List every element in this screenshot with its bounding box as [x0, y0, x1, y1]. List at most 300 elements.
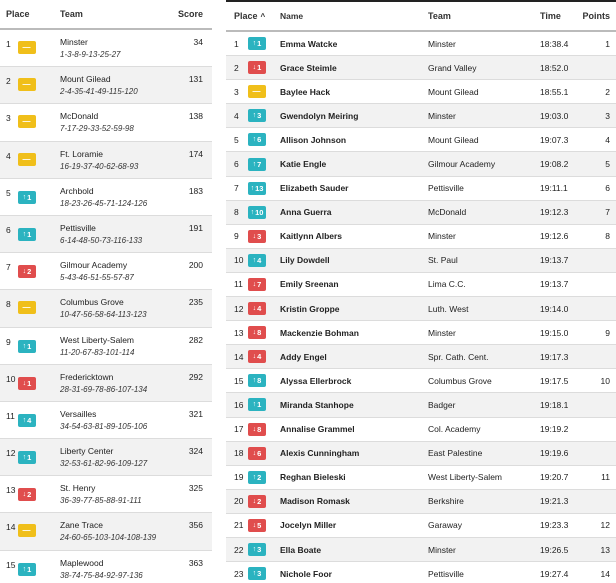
runner-team: Minster [428, 110, 456, 121]
runner-row[interactable] [226, 104, 616, 128]
runner-points: 14 [600, 568, 610, 579]
arrow-up-icon: ↑ [22, 565, 27, 573]
movement-change: 8 [257, 376, 262, 386]
movement-badge [248, 495, 266, 508]
team-splits: 7-17-29-33-52-59-98 [60, 124, 134, 134]
arrow-up-icon: ↑ [252, 40, 257, 48]
header-points[interactable]: Points [582, 11, 610, 21]
team-place: 5 [6, 187, 11, 198]
arrow-up-icon: ↑ [252, 401, 257, 409]
team-score: 174 [188, 148, 203, 159]
movement-badge [18, 488, 36, 501]
runner-team: East Palestine [428, 448, 483, 459]
runner-place-cell [226, 61, 280, 74]
team-row[interactable] [0, 179, 212, 216]
team-badge-wrap [18, 409, 36, 427]
runner-team: Lima C.C. [428, 279, 466, 290]
runner-team: Pettisville [428, 183, 464, 194]
team-badge-wrap [18, 372, 36, 390]
arrow-down-icon: ↓ [252, 353, 257, 361]
movement-badge [248, 423, 266, 436]
team-name: Ft. Loramie [60, 148, 103, 159]
movement-badge [18, 78, 36, 91]
team-name: St. Henry [60, 483, 96, 494]
runner-name[interactable]: Elizabeth Sauder [280, 183, 349, 194]
runner-name[interactable]: Emma Watcke [280, 38, 338, 49]
movement-change: 4 [257, 304, 262, 314]
runner-name[interactable]: Madison Romask [280, 496, 350, 507]
runner-points: 8 [605, 231, 610, 242]
team-header-team[interactable]: Team [60, 9, 83, 19]
runner-place-cell [226, 423, 280, 436]
team-splits: 6-14-48-50-73-116-133 [60, 235, 143, 245]
team-badge-wrap [18, 483, 36, 501]
runner-name[interactable]: Miranda Stanhope [280, 399, 354, 410]
team-place: 4 [6, 150, 11, 161]
team-score: 138 [188, 111, 203, 122]
team-badge-wrap [18, 446, 36, 464]
team-name: Maplewood [60, 557, 104, 568]
runner-time: 18:52.0 [540, 62, 569, 73]
runner-place: 13 [234, 327, 244, 338]
runner-place: 9 [234, 231, 239, 242]
runner-time: 19:23.3 [540, 520, 569, 531]
movement-badge [248, 471, 266, 484]
header-team[interactable]: Team [428, 11, 451, 21]
runner-name[interactable]: Anna Guerra [280, 207, 332, 218]
sort-asc-icon: ^ [260, 11, 266, 21]
movement-change: 8 [257, 424, 262, 434]
team-splits: 18-23-26-45-71-124-126 [60, 198, 148, 208]
team-score: 325 [188, 483, 203, 494]
dash-icon: — [22, 154, 31, 164]
team-splits: 16-19-37-40-62-68-93 [60, 161, 139, 171]
runner-time: 18:38.4 [540, 38, 569, 49]
individual-table-body [226, 32, 616, 583]
runner-row[interactable] [226, 32, 616, 56]
team-splits: 34-54-63-81-89-105-106 [60, 421, 148, 431]
movement-badge [18, 563, 36, 576]
dash-icon: — [22, 117, 31, 127]
team-score: 321 [188, 408, 203, 419]
team-row[interactable] [0, 67, 212, 104]
movement-badge [248, 85, 266, 98]
team-row[interactable] [0, 551, 212, 583]
runner-place-cell [226, 37, 280, 50]
movement-badge [248, 109, 266, 122]
runner-place-cell [226, 326, 280, 339]
movement-badge [248, 447, 266, 460]
team-name: Zane Trace [60, 520, 103, 531]
runner-place: 3 [234, 86, 239, 97]
panel-divider [212, 0, 226, 583]
runner-place: 22 [234, 544, 244, 555]
movement-badge [248, 543, 266, 556]
runner-points: 1 [605, 38, 610, 49]
team-score: 235 [188, 297, 203, 308]
movement-badge [248, 61, 266, 74]
movement-change: 1 [27, 378, 32, 388]
team-place: 2 [6, 76, 11, 87]
runner-row[interactable] [226, 393, 616, 417]
individual-table-header [226, 0, 616, 32]
movement-change: 3 [257, 569, 262, 579]
movement-badge [18, 524, 36, 537]
runner-name[interactable]: Katie Engle [280, 159, 327, 170]
runner-points: 12 [600, 520, 610, 531]
arrow-down-icon: ↓ [252, 232, 257, 240]
arrow-down-icon: ↓ [22, 268, 27, 276]
dash-icon: — [22, 526, 31, 536]
runner-team: West Liberty-Salem [428, 472, 503, 483]
team-badge-wrap [18, 558, 36, 576]
movement-change: 3 [257, 545, 262, 555]
header-name[interactable]: Name [280, 11, 304, 21]
runner-name[interactable]: Addy Engel [280, 351, 327, 362]
runner-place: 21 [234, 520, 244, 531]
team-row[interactable] [0, 402, 212, 439]
arrow-down-icon: ↓ [252, 521, 257, 529]
movement-change: 10 [255, 207, 264, 217]
runner-row[interactable] [226, 225, 616, 249]
team-name: Pettisville [60, 222, 96, 233]
team-row[interactable] [0, 253, 212, 290]
runner-team: Col. Academy [428, 424, 481, 435]
team-splits: 32-53-61-82-96-109-127 [60, 459, 148, 469]
arrow-down-icon: ↓ [252, 425, 257, 433]
runner-name[interactable]: Emily Sreenan [280, 279, 339, 290]
movement-change: 8 [257, 328, 262, 338]
runner-points: 11 [601, 472, 610, 483]
team-row[interactable] [0, 30, 212, 67]
team-row[interactable] [0, 290, 212, 327]
movement-badge [18, 301, 36, 314]
movement-change: 1 [27, 229, 32, 239]
runner-row[interactable] [226, 345, 616, 369]
team-row[interactable] [0, 439, 212, 476]
runner-name[interactable]: Allison Johnson [280, 134, 347, 145]
runner-place: 12 [234, 303, 244, 314]
team-place: 11 [6, 410, 15, 421]
team-score: 356 [188, 520, 203, 531]
team-header-place[interactable]: Place [6, 9, 30, 19]
movement-badge [18, 340, 36, 353]
arrow-down-icon: ↓ [252, 497, 257, 505]
runner-row[interactable] [226, 177, 616, 201]
movement-badge [18, 41, 36, 54]
runner-row[interactable] [226, 201, 616, 225]
runner-time: 19:18.1 [540, 399, 569, 410]
movement-badge [248, 302, 266, 315]
runner-place-cell [226, 109, 280, 122]
arrow-down-icon: ↓ [252, 64, 257, 72]
movement-change: 1 [257, 63, 262, 73]
team-badge-wrap [18, 186, 36, 204]
runner-row[interactable] [226, 538, 616, 562]
runner-row[interactable] [226, 514, 616, 538]
runner-row[interactable] [226, 562, 616, 583]
movement-change: 5 [257, 520, 262, 530]
movement-badge [248, 398, 266, 411]
team-splits: 1-3-8-9-13-25-27 [60, 50, 121, 59]
movement-change: 7 [257, 159, 262, 169]
movement-change: 3 [257, 231, 262, 241]
movement-badge [18, 265, 36, 278]
runner-row[interactable] [226, 152, 616, 176]
team-splits: 10-47-56-58-64-113-123 [60, 310, 147, 320]
runner-place: 14 [234, 351, 244, 362]
runner-name[interactable]: Grace Steimle [280, 62, 337, 73]
movement-change: 1 [27, 564, 32, 574]
team-standings-table [0, 0, 212, 583]
runner-team: Mount Gilead [428, 134, 479, 145]
runner-place-cell [226, 254, 280, 267]
team-row[interactable] [0, 104, 212, 141]
runner-team: McDonald [428, 207, 467, 218]
runner-row[interactable] [226, 273, 616, 297]
runner-place-cell [226, 374, 280, 387]
movement-change: 2 [27, 490, 32, 500]
runner-place: 1 [234, 38, 239, 49]
runner-name[interactable]: Reghan Bieleski [280, 472, 346, 483]
movement-change: 3 [257, 111, 262, 121]
header-time[interactable]: Time [540, 11, 561, 21]
team-splits: 5-43-46-51-55-57-87 [60, 273, 134, 283]
arrow-up-icon: ↑ [252, 377, 257, 385]
runner-name[interactable]: Ella Boate [280, 544, 322, 555]
runner-name[interactable]: Alyssa Ellerbrock [280, 375, 352, 386]
arrow-down-icon: ↓ [252, 449, 257, 457]
runner-row[interactable] [226, 249, 616, 273]
movement-badge [18, 191, 36, 204]
arrow-up-icon: ↑ [250, 184, 255, 192]
runner-row[interactable] [226, 369, 616, 393]
runner-points: 5 [605, 159, 610, 170]
runner-time: 19:03.0 [540, 110, 569, 121]
runner-points: 6 [605, 183, 610, 194]
runner-row[interactable] [226, 128, 616, 152]
team-splits: 28-31-69-78-86-107-134 [60, 384, 148, 394]
runner-time: 19:21.3 [540, 496, 569, 507]
arrow-down-icon: ↓ [22, 379, 27, 387]
runner-name[interactable]: Nichole Foor [280, 568, 332, 579]
runner-row[interactable] [226, 418, 616, 442]
movement-badge [18, 414, 36, 427]
runner-time: 19:07.3 [540, 134, 569, 145]
header-place[interactable] [226, 11, 280, 21]
team-splits: 36-39-77-85-88-91-111 [60, 496, 142, 506]
team-place: 12 [6, 448, 16, 459]
runner-points: 10 [600, 375, 610, 386]
runner-place: 18 [234, 448, 244, 459]
arrow-down-icon: ↓ [22, 491, 27, 499]
runner-place-cell [226, 471, 280, 484]
runner-team: Minster [428, 231, 456, 242]
movement-change: 4 [27, 415, 32, 425]
runner-place: 16 [234, 399, 244, 410]
runner-place-cell [226, 398, 280, 411]
arrow-up-icon: ↑ [252, 160, 257, 168]
runner-place: 10 [234, 255, 244, 266]
runner-row[interactable] [226, 466, 616, 490]
movement-change: 2 [257, 496, 262, 506]
arrow-down-icon: ↓ [252, 329, 257, 337]
team-score: 282 [188, 334, 203, 345]
runner-points: 7 [605, 207, 610, 218]
team-table-header [0, 0, 212, 30]
movement-badge [248, 37, 266, 50]
team-badge-wrap [18, 37, 36, 55]
team-place: 15 [6, 559, 16, 570]
runner-team: St. Paul [428, 255, 458, 266]
movement-change: 1 [27, 192, 32, 202]
runner-row[interactable] [226, 80, 616, 104]
team-row[interactable] [0, 476, 212, 513]
runner-place-cell [226, 206, 280, 219]
movement-change: 6 [257, 448, 262, 458]
team-place: 14 [6, 522, 16, 533]
movement-badge [248, 206, 266, 219]
runner-name[interactable]: Kristin Groppe [280, 303, 340, 314]
movement-change: 6 [257, 135, 262, 145]
runner-place: 5 [234, 134, 239, 145]
runner-points: 4 [605, 134, 610, 145]
runner-name[interactable]: Gwendolyn Meiring [280, 110, 359, 121]
team-badge-wrap [18, 223, 36, 241]
arrow-up-icon: ↑ [22, 230, 27, 238]
runner-place-cell [226, 495, 280, 508]
runner-place: 15 [234, 375, 244, 386]
movement-badge [248, 254, 266, 267]
team-row[interactable] [0, 328, 212, 365]
runner-time: 19:20.7 [540, 472, 569, 483]
runner-time: 19:19.6 [540, 448, 569, 459]
runner-row[interactable] [226, 297, 616, 321]
dash-icon: — [22, 80, 31, 90]
runner-points: 2 [605, 86, 610, 97]
team-badge-wrap [18, 111, 36, 129]
movement-badge [248, 158, 266, 171]
team-splits: 38-74-75-84-92-97-136 [60, 570, 143, 580]
team-badge-wrap [18, 74, 36, 92]
runner-name[interactable]: Baylee Hack [280, 86, 331, 97]
team-splits: 11-20-67-83-101-114 [60, 347, 135, 357]
movement-badge [18, 451, 36, 464]
team-name: Versailles [60, 408, 97, 419]
team-badge-wrap [18, 297, 36, 315]
team-name: Archbold [60, 185, 94, 196]
runner-points: 13 [600, 544, 610, 555]
team-score: 363 [188, 557, 203, 568]
runner-time: 19:14.0 [540, 303, 569, 314]
runner-place: 23 [234, 568, 244, 579]
runner-place: 17 [234, 424, 244, 435]
runner-row[interactable] [226, 56, 616, 80]
runner-name[interactable]: Jocelyn Miller [280, 520, 337, 531]
movement-badge [248, 567, 266, 580]
runner-time: 19:13.7 [540, 255, 569, 266]
runner-team: Minster [428, 327, 456, 338]
movement-badge [18, 377, 36, 390]
team-row[interactable] [0, 216, 212, 253]
team-place: 9 [6, 336, 11, 347]
runner-name[interactable]: Kaitlynn Albers [280, 231, 343, 242]
runner-team: Minster [428, 38, 456, 49]
runner-name[interactable]: Lily Dowdell [280, 255, 330, 266]
movement-badge [248, 230, 266, 243]
team-table-body [0, 30, 212, 583]
team-place: 6 [6, 224, 11, 235]
runner-points: 3 [605, 110, 610, 121]
runner-name[interactable]: Mackenzie Bohman [280, 327, 359, 338]
runner-place-cell [226, 158, 280, 171]
team-name: Mount Gilead [60, 74, 111, 85]
team-splits: 24-60-65-103-104-108-139 [60, 533, 157, 543]
arrow-up-icon: ↑ [22, 193, 27, 201]
movement-badge [248, 182, 266, 195]
team-row[interactable] [0, 513, 212, 550]
team-row[interactable] [0, 142, 212, 179]
runner-place: 2 [234, 62, 239, 73]
arrow-up-icon: ↑ [22, 342, 27, 350]
team-place: 10 [6, 373, 16, 384]
runner-time: 19:13.7 [540, 279, 569, 290]
team-badge-wrap [18, 335, 36, 353]
runner-team: Luth. West [428, 303, 469, 314]
runner-place-cell [226, 133, 280, 146]
arrow-up-icon: ↑ [22, 454, 27, 462]
runner-place-cell [226, 350, 280, 363]
team-name: Minster [60, 37, 88, 47]
runner-place: 4 [234, 110, 239, 121]
runner-place-cell [226, 447, 280, 460]
team-place: 7 [6, 262, 11, 273]
movement-badge [248, 133, 266, 146]
runner-time: 19:17.3 [540, 351, 569, 362]
team-place: 13 [6, 485, 16, 496]
runner-points: 9 [605, 327, 610, 338]
runner-row[interactable] [226, 490, 616, 514]
runner-team: Pettisville [428, 568, 464, 579]
team-name: Liberty Center [60, 446, 114, 457]
runner-place: 20 [234, 496, 244, 507]
runner-team: Columbus Grove [428, 375, 492, 386]
runner-team: Mount Gilead [428, 86, 479, 97]
movement-change: 13 [255, 183, 264, 193]
runner-time: 18:55.1 [540, 86, 569, 97]
arrow-up-icon: ↑ [250, 208, 255, 216]
runner-time: 19:11.1 [540, 183, 568, 194]
runner-team: Badger [428, 399, 456, 410]
team-row[interactable] [0, 365, 212, 402]
movement-badge [248, 278, 266, 291]
movement-badge [248, 326, 266, 339]
runner-row[interactable] [226, 442, 616, 466]
team-score: 324 [188, 446, 203, 457]
runner-time: 19:12.6 [540, 231, 569, 242]
runner-row[interactable] [226, 321, 616, 345]
team-badge-wrap [18, 520, 36, 538]
runner-name[interactable]: Alexis Cunningham [280, 448, 360, 459]
team-header-score[interactable]: Score [177, 9, 203, 19]
runner-place-cell [226, 543, 280, 556]
movement-change: 1 [27, 341, 32, 351]
runner-place-cell [226, 302, 280, 315]
runner-name[interactable]: Annalise Grammel [280, 424, 355, 435]
movement-change: 4 [257, 352, 262, 362]
team-score: 34 [193, 37, 203, 47]
arrow-up-icon: ↑ [252, 136, 257, 144]
